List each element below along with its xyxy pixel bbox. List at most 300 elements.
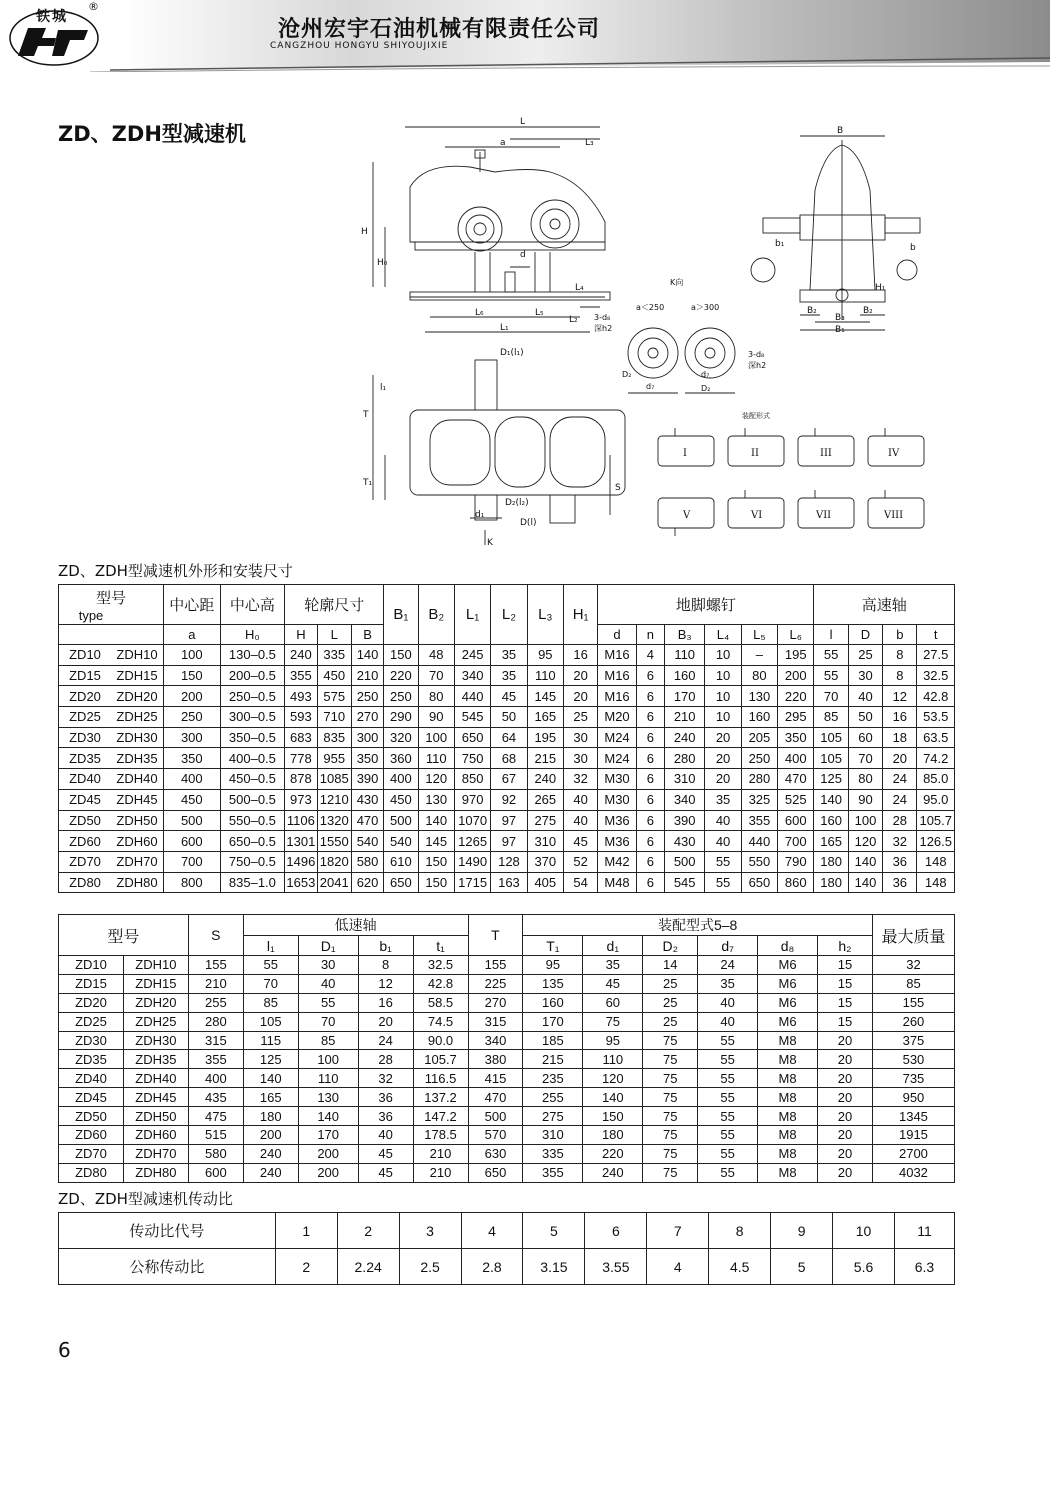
table-cell: 165: [243, 1088, 298, 1107]
table-cell: 1915: [872, 1126, 954, 1145]
th-L: L: [317, 625, 351, 645]
ratio-table: [58, 1212, 955, 1285]
table-cell: 360: [384, 748, 418, 769]
table-cell: 28: [358, 1050, 413, 1069]
table-cell: 6: [636, 665, 664, 686]
th2-b1: b₁: [358, 936, 413, 956]
table-cell: 405: [527, 872, 563, 893]
table-cell: 325: [741, 789, 777, 810]
model-cell: ZD35: [59, 1050, 124, 1069]
table-cell: 315: [468, 1012, 523, 1031]
table-cell: 148: [917, 872, 955, 893]
table-cell: 250: [164, 707, 221, 728]
th-a: a: [164, 625, 221, 645]
table-row: [59, 831, 955, 852]
table-cell: M8: [758, 1163, 818, 1182]
table-cell: 55: [698, 1163, 758, 1182]
table-cell: 280: [188, 1012, 243, 1031]
table-cell: 30: [848, 665, 882, 686]
th-B3: B₃: [664, 625, 704, 645]
table-cell: 30: [298, 956, 358, 975]
dim-L1: L₁: [500, 323, 509, 333]
table-cell: 32.5: [917, 665, 955, 686]
th2-t1: t₁: [413, 936, 468, 956]
th2-D1: D₁: [298, 936, 358, 956]
table-cell: 74.5: [413, 1012, 468, 1031]
table-cell: 335: [523, 1144, 583, 1163]
table-cell: 8: [883, 665, 917, 686]
table-cell: 355: [741, 810, 777, 831]
table-cell: 140: [848, 872, 882, 893]
k-view-d8-right: 3-d₈: [748, 350, 765, 359]
table-cell: 20: [818, 1107, 873, 1126]
table-row: [59, 1144, 955, 1163]
dim-side-b1: b₁: [775, 239, 785, 249]
table-cell: 290: [384, 707, 418, 728]
table-cell: 550–0.5: [220, 810, 285, 831]
table-cell: 20: [818, 1069, 873, 1088]
table-cell: 20: [818, 1163, 873, 1182]
table-cell: 54: [563, 872, 597, 893]
table-cell: 75: [643, 1031, 698, 1050]
table-cell: 24: [698, 956, 758, 975]
table-cell: 310: [527, 831, 563, 852]
table-cell: 105: [814, 727, 848, 748]
th-model: [59, 585, 164, 625]
shaft-mass-table-body: [59, 956, 955, 1183]
table-cell: 850: [454, 769, 490, 790]
table-cell: 8: [358, 956, 413, 975]
table-cell: 160: [523, 993, 583, 1012]
table-cell: 140: [243, 1069, 298, 1088]
table-cell: 525: [778, 789, 814, 810]
table-cell: 1265: [454, 831, 490, 852]
ratio-code-cell: 8: [709, 1213, 771, 1249]
table-cell: 140: [418, 810, 454, 831]
table-cell: 55: [814, 665, 848, 686]
table-cell: 100: [298, 1050, 358, 1069]
table-cell: M20: [598, 707, 636, 728]
table-cell: 878: [285, 769, 317, 790]
table-cell: 955: [317, 748, 351, 769]
table-cell: 205: [741, 727, 777, 748]
table-cell: 6: [636, 831, 664, 852]
table-cell: 10: [705, 665, 741, 686]
k-view-a-lt: a＜250: [636, 303, 665, 312]
th-H: H: [285, 625, 317, 645]
table-cell: 500: [164, 810, 221, 831]
table-cell: 105.7: [413, 1050, 468, 1069]
table-cell: 210: [664, 707, 704, 728]
table-cell: 545: [454, 707, 490, 728]
table-cell: 105: [814, 748, 848, 769]
table-cell: 650: [468, 1163, 523, 1182]
table-cell: 2700: [872, 1144, 954, 1163]
table-cell: 40: [705, 810, 741, 831]
table-cell: 300–0.5: [220, 707, 285, 728]
th-anchor-bolts: 地脚螺钉: [598, 585, 814, 625]
table-cell: 650–0.5: [220, 831, 285, 852]
table-cell: 250: [351, 686, 383, 707]
table-cell: M8: [758, 1031, 818, 1050]
ratio-value-cell: 6.3: [894, 1249, 954, 1285]
ratio-code-cell: 3: [399, 1213, 461, 1249]
model-cell: ZD80: [59, 872, 112, 893]
table-cell: 20: [818, 1088, 873, 1107]
table-cell: 32: [358, 1069, 413, 1088]
table-cell: 355: [523, 1163, 583, 1182]
table-cell: 6: [636, 810, 664, 831]
table-cell: 35: [491, 645, 527, 666]
th2-S: S: [188, 915, 243, 956]
table-cell: 75: [643, 1069, 698, 1088]
k-view-title: K向: [670, 278, 684, 287]
table-cell: 390: [351, 769, 383, 790]
table-cell: 380: [468, 1050, 523, 1069]
table-cell: 790: [778, 851, 814, 872]
table-cell: 55: [698, 1126, 758, 1145]
ratio-value-cell: 2: [275, 1249, 337, 1285]
table-cell: 110: [418, 748, 454, 769]
table-cell: M16: [598, 665, 636, 686]
table-cell: M6: [758, 974, 818, 993]
table-cell: 85: [298, 1031, 358, 1050]
table-cell: 200: [298, 1163, 358, 1182]
table-cell: 400: [188, 1069, 243, 1088]
table-cell: 180: [814, 872, 848, 893]
model-cell: ZDH80: [123, 1163, 188, 1182]
dim-side-B: B: [837, 126, 844, 136]
th2-max-mass: 最大质量: [872, 915, 954, 956]
table-cell: 165: [527, 707, 563, 728]
table-cell: 235: [523, 1069, 583, 1088]
table-cell: 10: [705, 686, 741, 707]
table-cell: M6: [758, 993, 818, 1012]
table-cell: 350–0.5: [220, 727, 285, 748]
table-cell: 58.5: [413, 993, 468, 1012]
k-view-h2-right: 深h2: [748, 361, 767, 370]
table-cell: 25: [643, 1012, 698, 1031]
table-cell: 36: [358, 1107, 413, 1126]
table-cell: 150: [583, 1107, 643, 1126]
table-cell: 1653: [285, 872, 317, 893]
model-cell: ZDH20: [123, 993, 188, 1012]
assembly-form-4: IV: [888, 448, 900, 459]
model-cell: ZDH30: [123, 1031, 188, 1050]
table-cell: 30: [563, 748, 597, 769]
table-cell: 545: [664, 872, 704, 893]
table-cell: 170: [664, 686, 704, 707]
table-cell: 165: [814, 831, 848, 852]
th-high-speed-shaft: 高速轴: [814, 585, 955, 625]
table3-caption: ZD、ZDH型减速机传动比: [58, 1190, 233, 1208]
table-cell: 6: [636, 748, 664, 769]
table-cell: 220: [583, 1144, 643, 1163]
model-cell: ZDH15: [111, 665, 164, 686]
table-cell: 280: [741, 769, 777, 790]
th-t: t: [917, 625, 955, 645]
th-outline: 轮廓尺寸: [285, 585, 384, 625]
dim-top-K: K: [487, 538, 493, 548]
th-type-label: type: [78, 607, 104, 623]
table-cell: 20: [705, 727, 741, 748]
assembly-form-5: V: [683, 510, 691, 521]
dim-H: H: [361, 227, 368, 237]
model-cell: ZD50: [59, 1107, 124, 1126]
table-row: [59, 851, 955, 872]
table-cell: 53.5: [917, 707, 955, 728]
table-cell: 55: [698, 1050, 758, 1069]
th-L3: L₃: [527, 585, 563, 645]
table-cell: 340: [454, 665, 490, 686]
table-row: [59, 1088, 955, 1107]
table-cell: 430: [664, 831, 704, 852]
model-cell: ZDH30: [111, 727, 164, 748]
table-cell: 200: [298, 1144, 358, 1163]
table-cell: 45: [491, 686, 527, 707]
table-cell: 240: [583, 1163, 643, 1182]
table-cell: 210: [413, 1163, 468, 1182]
table-row: [59, 810, 955, 831]
model-cell: ZDH35: [123, 1050, 188, 1069]
th-L5: L₅: [741, 625, 777, 645]
table-cell: 85: [814, 707, 848, 728]
model-cell: ZDH40: [111, 769, 164, 790]
table-cell: 215: [527, 748, 563, 769]
model-cell: ZDH50: [123, 1107, 188, 1126]
table-cell: 1820: [317, 851, 351, 872]
table-cell: 20: [705, 748, 741, 769]
table-cell: 180: [814, 851, 848, 872]
table-cell: 42.8: [413, 974, 468, 993]
model-cell: ZDH70: [111, 851, 164, 872]
table-cell: 500: [468, 1107, 523, 1126]
th-B2: B₂: [418, 585, 454, 645]
table-cell: M8: [758, 1107, 818, 1126]
table-cell: 970: [454, 789, 490, 810]
table-cell: 105.7: [917, 810, 955, 831]
table-cell: 225: [468, 974, 523, 993]
dim-top-D1: D₁(l₁): [500, 348, 524, 358]
table-cell: 600: [778, 810, 814, 831]
table-cell: 20: [563, 665, 597, 686]
k-view-a-gt: a＞300: [691, 303, 720, 312]
assembly-form-8: VIII: [884, 510, 904, 521]
table-cell: 140: [814, 789, 848, 810]
logo-text: 铁城: [36, 9, 68, 25]
table-cell: 120: [418, 769, 454, 790]
th2-T1: T₁: [523, 936, 583, 956]
table-row: [59, 1107, 955, 1126]
table-row: [59, 1069, 955, 1088]
table-cell: 92: [491, 789, 527, 810]
table-cell: 140: [848, 851, 882, 872]
table-cell: 470: [778, 769, 814, 790]
th-L6: L₆: [778, 625, 814, 645]
table-cell: 400–0.5: [220, 748, 285, 769]
table-cell: 240: [243, 1163, 298, 1182]
k-view-d7-right: d₇: [701, 370, 710, 379]
table-cell: 778: [285, 748, 317, 769]
table-cell: 295: [778, 707, 814, 728]
th-b: b: [883, 625, 917, 645]
table-cell: M8: [758, 1144, 818, 1163]
table-cell: 90.0: [413, 1031, 468, 1050]
table-cell: 74.2: [917, 748, 955, 769]
company-name-en: CANGZHOU HONGYU SHIYOUJIXIE: [270, 41, 449, 51]
model-cell: ZDH60: [123, 1126, 188, 1145]
table-cell: 580: [188, 1144, 243, 1163]
table-cell: 835–1.0: [220, 872, 285, 893]
table-cell: 70: [243, 974, 298, 993]
th2-model: 型号: [59, 915, 189, 956]
table-cell: 45: [358, 1163, 413, 1182]
page-header: [0, 0, 1050, 72]
table-cell: 1085: [317, 769, 351, 790]
ratio-value-cell: 5.6: [833, 1249, 895, 1285]
table-cell: 20: [818, 1031, 873, 1050]
dim-side-B2a: B₂: [807, 306, 817, 316]
table-cell: 470: [351, 810, 383, 831]
table-cell: 475: [188, 1107, 243, 1126]
table-cell: 180: [583, 1126, 643, 1145]
table-cell: 335: [317, 645, 351, 666]
company-name-cn: 沧州宏宇石油机械有限责任公司: [278, 17, 601, 42]
table-cell: 250–0.5: [220, 686, 285, 707]
model-cell: ZD20: [59, 686, 112, 707]
table-cell: 90: [418, 707, 454, 728]
table-row: [59, 956, 955, 975]
table-cell: 115: [243, 1031, 298, 1050]
table-cell: 700: [164, 851, 221, 872]
table-cell: 270: [351, 707, 383, 728]
table-cell: 130: [298, 1088, 358, 1107]
table-cell: M30: [598, 789, 636, 810]
table-cell: 240: [664, 727, 704, 748]
table-cell: 6: [636, 851, 664, 872]
th-n: n: [636, 625, 664, 645]
table-cell: 55: [698, 1069, 758, 1088]
table-cell: 155: [872, 993, 954, 1012]
model-cell: ZDH70: [123, 1144, 188, 1163]
table-cell: 160: [664, 665, 704, 686]
table-cell: 450: [317, 665, 351, 686]
ratio-code-cell: 2: [337, 1213, 399, 1249]
table-cell: 24: [883, 789, 917, 810]
table-cell: 650: [454, 727, 490, 748]
page-number: 6: [58, 1338, 71, 1362]
table-cell: 70: [298, 1012, 358, 1031]
table-cell: 200: [243, 1126, 298, 1145]
table-cell: 275: [523, 1107, 583, 1126]
table-cell: 15: [818, 974, 873, 993]
table-cell: 1715: [454, 872, 490, 893]
table-row: [59, 665, 955, 686]
table-cell: 450–0.5: [220, 769, 285, 790]
table-cell: 80: [741, 665, 777, 686]
table-cell: 40: [563, 789, 597, 810]
table-cell: 300: [351, 727, 383, 748]
table-cell: 40: [848, 686, 882, 707]
ratio-value-cell: 2.5: [399, 1249, 461, 1285]
table-cell: 400: [164, 769, 221, 790]
dim-L2: L₂: [569, 315, 578, 325]
th-L4: L₄: [705, 625, 741, 645]
table-cell: 68: [491, 748, 527, 769]
table-cell: 185: [523, 1031, 583, 1050]
table-cell: 493: [285, 686, 317, 707]
table-cell: 110: [664, 645, 704, 666]
table-cell: 245: [454, 645, 490, 666]
table-cell: 195: [778, 645, 814, 666]
table-cell: 50: [848, 707, 882, 728]
table-cell: 580: [351, 851, 383, 872]
table-cell: 55: [698, 1107, 758, 1126]
model-cell: ZD25: [59, 1012, 124, 1031]
table-cell: M6: [758, 956, 818, 975]
table-cell: 8: [883, 645, 917, 666]
shaft-mass-table: [58, 914, 955, 1183]
model-cell: ZD50: [59, 810, 112, 831]
table-cell: 150: [164, 665, 221, 686]
table-cell: 355: [285, 665, 317, 686]
table-cell: 435: [188, 1088, 243, 1107]
ratio-values-row: [59, 1249, 955, 1285]
ratio-value-cell: 5: [771, 1249, 833, 1285]
th-model-blank: [59, 625, 164, 645]
table-cell: M36: [598, 831, 636, 852]
registered-mark: ®: [88, 0, 99, 13]
table-row: [59, 872, 955, 893]
th2-assembly: 装配型式5–8: [523, 915, 872, 936]
table-cell: 430: [351, 789, 383, 810]
table-cell: 355: [188, 1050, 243, 1069]
ratio-value-cell: 4.5: [709, 1249, 771, 1285]
table-cell: 137.2: [413, 1088, 468, 1107]
table-cell: 215: [523, 1050, 583, 1069]
table-cell: 315: [188, 1031, 243, 1050]
table-cell: 60: [583, 993, 643, 1012]
table-cell: 630: [468, 1144, 523, 1163]
table-cell: 620: [351, 872, 383, 893]
table-cell: 135: [523, 974, 583, 993]
table-cell: 148: [917, 851, 955, 872]
table-cell: 280: [664, 748, 704, 769]
table-cell: 240: [243, 1144, 298, 1163]
table-cell: 170: [298, 1126, 358, 1145]
table-cell: 155: [468, 956, 523, 975]
table-cell: 52: [563, 851, 597, 872]
table-cell: 300: [164, 727, 221, 748]
model-cell: ZD45: [59, 789, 112, 810]
table-cell: M8: [758, 1088, 818, 1107]
table-cell: 40: [298, 974, 358, 993]
table-cell: M48: [598, 872, 636, 893]
assembly-title: 装配形式: [742, 412, 770, 420]
model-cell: ZD45: [59, 1088, 124, 1107]
table-cell: 530: [872, 1050, 954, 1069]
table-cell: 60: [848, 727, 882, 748]
table-cell: 1210: [317, 789, 351, 810]
ratio-code-label: 传动比代号: [59, 1213, 276, 1249]
th2-D2: D₂: [643, 936, 698, 956]
table-cell: 440: [454, 686, 490, 707]
top-view-drawing: [355, 345, 635, 555]
table-cell: 650: [384, 872, 418, 893]
dim-side-B1: B₁: [835, 325, 845, 335]
k-view-h2-left: 深h2: [594, 324, 613, 333]
table-row: [59, 748, 955, 769]
